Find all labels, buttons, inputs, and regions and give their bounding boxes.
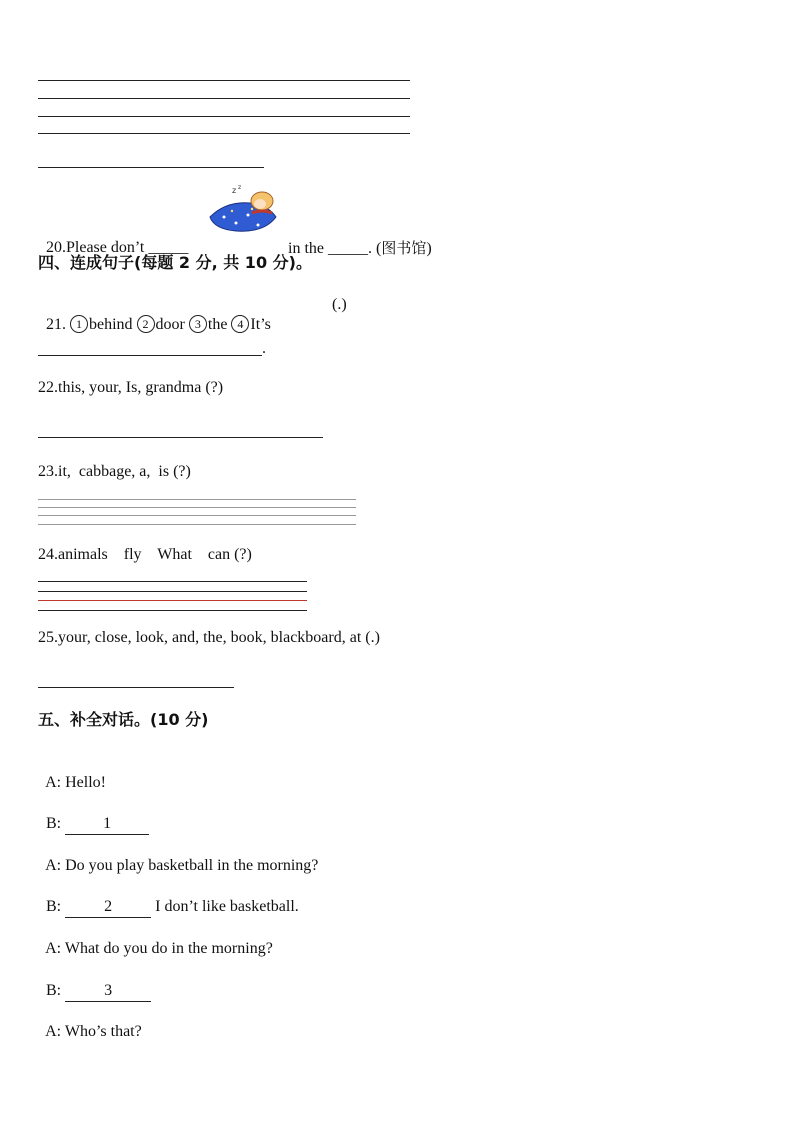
- dialogue-line-5: [38, 919, 273, 959]
- question-21: [38, 295, 271, 335]
- circled-number: 1: [70, 315, 88, 333]
- dialogue-text: Who’s that?: [64, 1023, 142, 1040]
- question-21-answer-end: .: [262, 340, 266, 357]
- sleeping-child-picture: [206, 183, 278, 235]
- speaker: A:: [45, 857, 62, 874]
- writing-line: [38, 515, 356, 516]
- answer-line: [38, 98, 410, 99]
- writing-line-red: [38, 600, 307, 601]
- writing-line: [38, 581, 307, 582]
- question-20-close: ): [426, 240, 432, 257]
- question-20-hint: 图书馆: [381, 239, 427, 257]
- blank-3[interactable]: [65, 981, 151, 1002]
- svg-text:z: z: [238, 184, 242, 191]
- speaker: A:: [45, 1023, 62, 1040]
- dialogue-text: Do you play basketball in the morning?: [65, 857, 319, 874]
- dialogue-line-3: [38, 836, 318, 876]
- dialogue-line-7: [38, 1002, 142, 1042]
- speaker: B:: [46, 898, 62, 915]
- writing-line: [38, 499, 356, 500]
- dialogue-line-2: [38, 794, 149, 835]
- word: door: [155, 316, 185, 333]
- blank-number: 2: [104, 898, 113, 915]
- blank-number: 1: [103, 815, 112, 832]
- word: behind: [89, 316, 133, 333]
- blank-1[interactable]: [65, 814, 149, 835]
- dialogue-line-1: [38, 753, 106, 793]
- question-24: 24.animals fly What can (?): [38, 546, 252, 563]
- speaker: A:: [45, 940, 62, 957]
- answer-line: [38, 80, 410, 81]
- answer-line: [38, 437, 323, 438]
- section-4-title: 四、连成句子(每题 2 分, 共 10 分)。: [38, 253, 312, 272]
- blank-number: 3: [104, 982, 113, 999]
- question-20-before: 20.Please don’t _____: [46, 239, 189, 256]
- dialogue-line-6: [38, 961, 151, 1002]
- speaker: B:: [46, 982, 62, 999]
- answer-line: [38, 355, 262, 356]
- dialogue-text: What do you do in the morning?: [64, 940, 273, 957]
- speaker: B:: [46, 815, 62, 832]
- answer-line: [38, 167, 264, 168]
- answer-line: [38, 116, 410, 117]
- svg-text:z: z: [232, 186, 237, 195]
- question-23: 23.it, cabbage, a, is (?): [38, 463, 191, 480]
- circled-number: 2: [137, 315, 155, 333]
- answer-line: [38, 687, 234, 688]
- writing-line: [38, 591, 307, 592]
- circled-number: 3: [189, 315, 207, 333]
- word: the: [207, 316, 228, 333]
- question-20: [38, 218, 188, 258]
- question-25: 25.your, close, look, and, the, book, blackboard, at (.): [38, 629, 380, 646]
- blank-2[interactable]: [65, 897, 151, 918]
- writing-line: [38, 507, 356, 508]
- dialogue-line-4: [38, 877, 299, 918]
- question-20-after-text: in the _____. (: [288, 240, 382, 257]
- dialogue-text: Hello!: [65, 774, 106, 791]
- speaker: A:: [45, 774, 62, 791]
- question-21-prefix: 21.: [46, 316, 70, 333]
- writing-line: [38, 524, 356, 525]
- writing-line: [38, 610, 307, 611]
- word: It’s: [250, 316, 271, 333]
- circled-number: 4: [231, 315, 249, 333]
- section-5-title: 五、补全对话。(10 分): [38, 710, 209, 729]
- answer-line: [38, 133, 410, 134]
- dialogue-text: I don’t like basketball.: [151, 898, 299, 915]
- question-22: 22.this, your, Is, grandma (?): [38, 379, 224, 396]
- question-21-punct: (.): [332, 296, 347, 313]
